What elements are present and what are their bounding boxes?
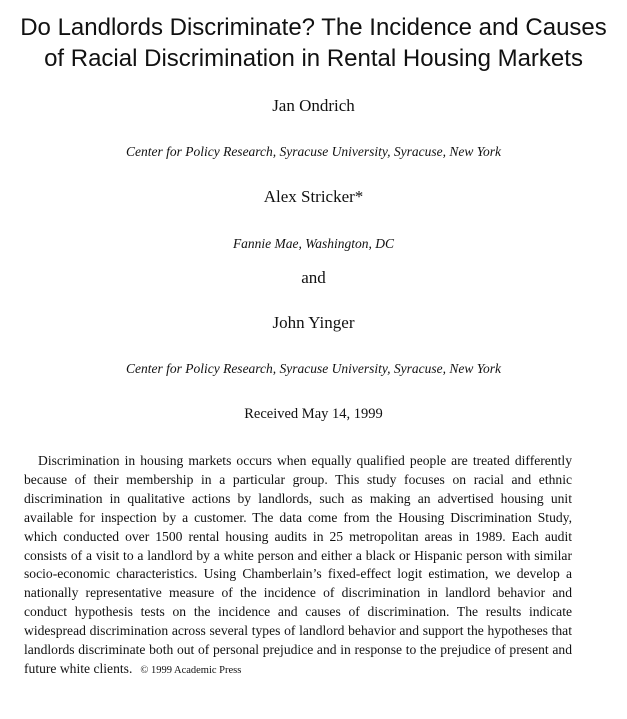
paper-title [0, 12, 627, 74]
title-line-2: of Racial Discrimination in Rental Housing Markets [44, 45, 583, 72]
author-affiliation-3: Center for Policy Research, Syracuse University, Syracuse, New York [125, 361, 502, 376]
abstract-text: Discrimination in housing markets occurs when equally qualified people are treated differently because of their membership in a particular group. This study focuses on racial and ethnic discrimination in qualitative actions by landlords, such as making an advertised housing unit available for inspection by a customer. The data come from the Housing Discrimination Study, which conducted over 1500 rental housing audits in 25 metropolitan areas in 1989. Each audit consists of a visit to a landlord by a white person and either a black or Hispanic person with similar socio-economic characteristics. Using Chamberlain’s fixed-effect logit estimation, we develop a nationally representative measure of the incidence of discrimination in landlord behavior and conduct hypothesis tests on the incidence and causes of discrimination. The results indicate widespread discrimination across several types of landlord behavior and support the hypotheses that landlords discriminate both out of personal prejudice and in response to the prejudice of present and future white clients. [24, 453, 572, 676]
received-date: Received May 14, 1999 [244, 406, 383, 422]
title-line-1: Do Landlords Discriminate? The Incidence and Causes [20, 14, 607, 41]
author-affiliation-2: Fannie Mae, Washington, DC [232, 236, 395, 251]
abstract [24, 452, 572, 681]
author-conjunction: and [301, 268, 326, 287]
copyright-notice: © 1999 Academic Press [140, 664, 242, 676]
author-affiliation-1: Center for Policy Research, Syracuse University, Syracuse, New York [125, 144, 502, 159]
author-name-1: Jan Ondrich [272, 96, 355, 115]
author-name-3: John Yinger [272, 313, 355, 332]
author-name-2: Alex Stricker* [263, 187, 364, 206]
